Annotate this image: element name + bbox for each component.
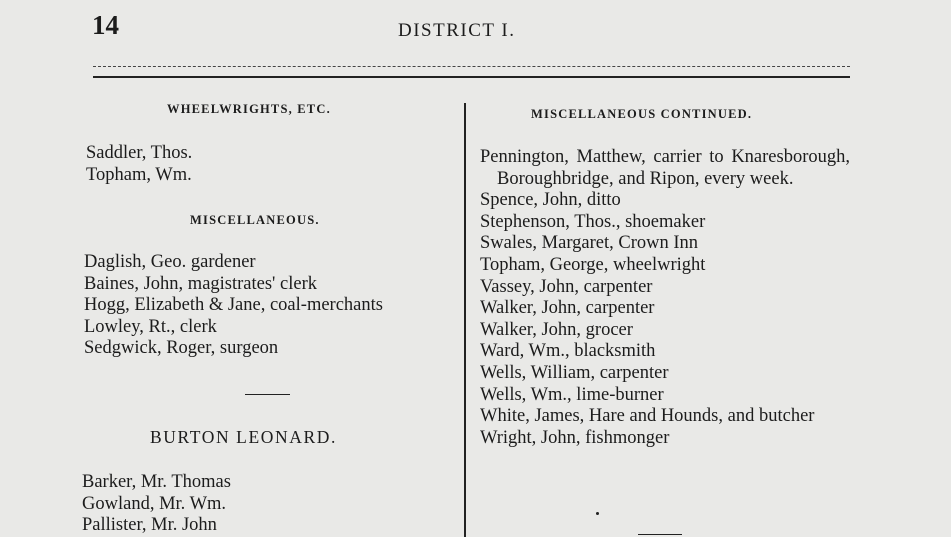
miscellaneous-continued-list	[480, 147, 850, 449]
list-item: Stephenson, Thos., shoemaker	[480, 211, 706, 232]
burton-leonard-list	[82, 472, 231, 537]
list-item: Wright, John, fishmonger	[480, 427, 670, 448]
list-item: Spence, John, ditto	[480, 190, 621, 211]
list-item: Topham, George, wheelwright	[480, 254, 706, 275]
list-item: Wells, Wm., lime-burner	[480, 384, 664, 405]
list-item: Pallister, Mr. John	[82, 515, 217, 536]
header-rule-thin	[93, 66, 850, 67]
list-item: White, James, Hare and Hounds, and butcher	[480, 406, 815, 427]
list-item: Sedgwick, Roger, surgeon	[84, 338, 279, 359]
list-item: Lowley, Rt., clerk	[84, 316, 217, 337]
list-item: Topham, Wm.	[86, 164, 192, 185]
page-number: 14	[92, 10, 119, 40]
list-item: Baines, John, magistrates' clerk	[84, 273, 317, 294]
list-item: Walker, John, carpenter	[480, 298, 655, 319]
section-separator	[638, 534, 682, 535]
list-item: Pennington, Matthew, carrier to Knaresborough, Boroughbridge, and Ripon, every week.	[480, 147, 850, 189]
list-item: Walker, John, grocer	[480, 319, 633, 340]
wheelwrights-list	[86, 143, 192, 186]
list-item: Vassey, John, carpenter	[480, 276, 653, 297]
section-separator	[245, 394, 290, 395]
list-item: Barker, Mr. Thomas	[82, 472, 231, 492]
list-item: Swales, Margaret, Crown Inn	[480, 233, 699, 254]
section-heading-miscellaneous: MISCELLANEOUS.	[190, 213, 320, 227]
list-item: Hogg, Elizabeth & Jane, coal-merchants	[84, 295, 383, 316]
miscellaneous-list	[84, 252, 383, 360]
list-item: Wells, William, carpenter	[480, 362, 669, 383]
header-rule-thick	[93, 76, 850, 78]
place-heading-burton-leonard: BURTON LEONARD.	[150, 427, 337, 447]
list-item: Ward, Wm., blacksmith	[480, 341, 656, 362]
ink-dot	[596, 512, 599, 515]
list-item: Gowland, Mr. Wm.	[82, 493, 227, 514]
section-heading-wheelwrights: WHEELWRIGHTS, ETC.	[167, 102, 331, 116]
list-item: Daglish, Geo. gardener	[84, 252, 256, 272]
section-heading-miscellaneous-continued: MISCELLANEOUS CONTINUED.	[531, 107, 753, 121]
list-item: Saddler, Thos.	[86, 143, 193, 163]
column-divider	[464, 103, 466, 537]
running-title: DISTRICT I.	[398, 20, 516, 41]
